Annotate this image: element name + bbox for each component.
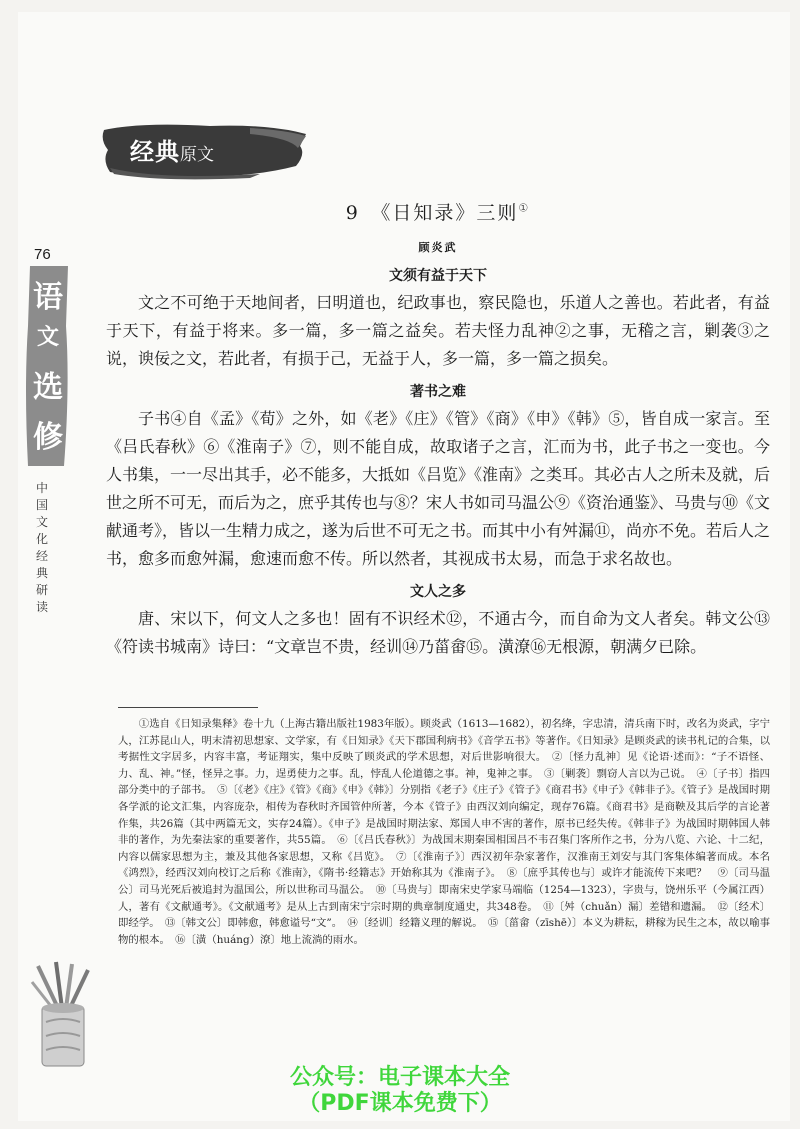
side-strip [24, 266, 70, 466]
footnote-divider [118, 707, 258, 708]
side-char: 语 [33, 280, 63, 315]
side-char: 修 [33, 420, 63, 455]
paragraph: 子书④自《孟》《荀》之外，如《老》《庄》《管》《商》《申》《韩》⑤，皆自成一家言。至《吕氏春秋》⑥《淮南子》⑦，则不能自成，故取诸子之言，汇而为书，此子书之一变也。今人书集，一一尽出其手，必不能多，大抵如《吕览》《淮南》之类耳。其必古人之所未及就，后世之所不可无，而后为之，庶乎其传也与⑧？宋人书如司马温公⑨《资治通鉴》、马贵与⑩《文献通考》，皆以一生精力成之，遂为后世不可无之书。而其中小有舛漏⑪，尚亦不免。若后人之书，愈多而愈舛漏，愈速而愈不传。所以然者，其视成书太易，而急于求名故也。 [106, 409, 771, 568]
side-char: 文 [36, 324, 59, 350]
footnotes [118, 716, 770, 948]
section-heading: 文人之多 [410, 584, 466, 600]
section-heading: 著书之难 [410, 384, 466, 400]
page-number: 76 [34, 246, 51, 263]
paragraph: 文之不可绝于天地间者，曰明道也，纪政事也，察民隐也，乐道人之善也。若此者，有益于天下，有益于将来。多一篇，多一篇之益矣。若夫怪力乱神②之事，无稽之言，剿袭③之说，谀佞之文，若此者，有损于己，无益于人，多一篇，多一篇之损矣。 [106, 293, 770, 368]
title-note-marker: ① [518, 201, 531, 215]
title-text: 9 《日知录》三则 [345, 202, 519, 224]
section-banner [100, 120, 310, 182]
banner-label [130, 132, 214, 167]
author: 顾炎武 [418, 241, 458, 254]
side-char: 选 [33, 370, 63, 405]
section-heading: 文须有益于天下 [389, 268, 487, 284]
banner-subtitle: 原文 [180, 145, 214, 165]
pencil-cup-icon [28, 960, 98, 1070]
article [106, 198, 770, 669]
article-title [106, 198, 770, 225]
paragraph: 唐、宋以下，何文人之多也！固有不识经术⑫，不通古今，而自命为文人者矣。韩文公⑬《符读书城南》诗曰：“文章岂不贵，经训⑭乃菑畲⑮。潢潦⑯无根源，朝满夕已除。 [106, 609, 770, 656]
watermark-line: 公众号：电子课本大全 [289, 1065, 510, 1090]
banner-title: 经典 [130, 137, 180, 166]
series-title: 中国文化经典研读 [35, 481, 48, 614]
watermark-line: （PDF课本免费下） [298, 1091, 502, 1116]
footnote-text: ①选自《日知录集释》卷十九（上海古籍出版社1983年版）。顾炎武（1613—1682），初名绛，字忠清，清兵南下时，改名为炎武，字宁人，江苏昆山人，明末清初思想家、文学家，有《日知录》《天下郡国利病书》《音学五书》等著作。《日知录》是顾炎武的读书札记的合集，以考据性文字居多，内容丰富，考证翔实，集中反映了顾炎武的学术思想，对后世影响很大。 ②〔怪力乱神〕见《论语·述而》：“子不语怪、力、乱、神。”怪，怪异之事。力，逞勇使力之事。乱，悖乱人伦道德之事。神，鬼神之事。 ③〔剿袭〕剽窃人言以为己说。 ④〔子书〕指四部分类中的子部书。 ⑤〔《老》《庄》《管》《商》《申》《韩》〕分别指《老子》《庄子》《管子》《商君书》《申子》《韩非子》。《管子》是战国时期各学派的论文汇集，内容庞杂，相传为春秋时齐国管仲所著，今本《管子》由西汉刘向编定，现存76篇。《商君书》是商鞅及其后学的言论著作集，共26篇（其中两篇无文，实存24篇）。《申子》是战国时期法家、郑国人申不害的著作，原书已经失传。《韩非子》为战国时期韩国人韩非的著作，为先秦法家的重要著作，共55篇。 ⑥〔《吕氏春秋》〕为战国末期秦国相国吕不韦召集门客所作之书，分为八览、六论、十二纪，内容以儒家思想为主，兼及其他各家思想，又称《吕览》。 ⑦〔《淮南子》〕西汉初年杂家著作，汉淮南王刘安与其门客集体编著而成。本名《鸿烈》，经西汉刘向校订之后称《淮南》，《隋书·经籍志》开始称其为《淮南子》。 ⑧〔庶乎其传也与〕或许才能流传下来吧？ ⑨〔司马温公〕司马光死后被追封为温国公，所以世称司马温公。 ⑩〔马贵与〕即南宋史学家马端临（1254—1323），字贵与，饶州乐平（今属江西）人，著有《文献通考》。《文献通考》是从上古到南宋宁宗时期的典章制度通史，共348卷。 ⑪〔舛（chuǎn）漏〕差错和遗漏。 ⑫〔经术〕即经学。 ⑬〔韩文公〕即韩愈，韩愈谥号“文”。 ⑭〔经训〕经籍义理的解说。 ⑮〔菑畲（zīshē）〕本义为耕耘，耕稼为民生之本，故以喻事物的根本。 ⑯〔潢（huáng）潦〕地上流淌的雨水。 [118, 718, 770, 946]
